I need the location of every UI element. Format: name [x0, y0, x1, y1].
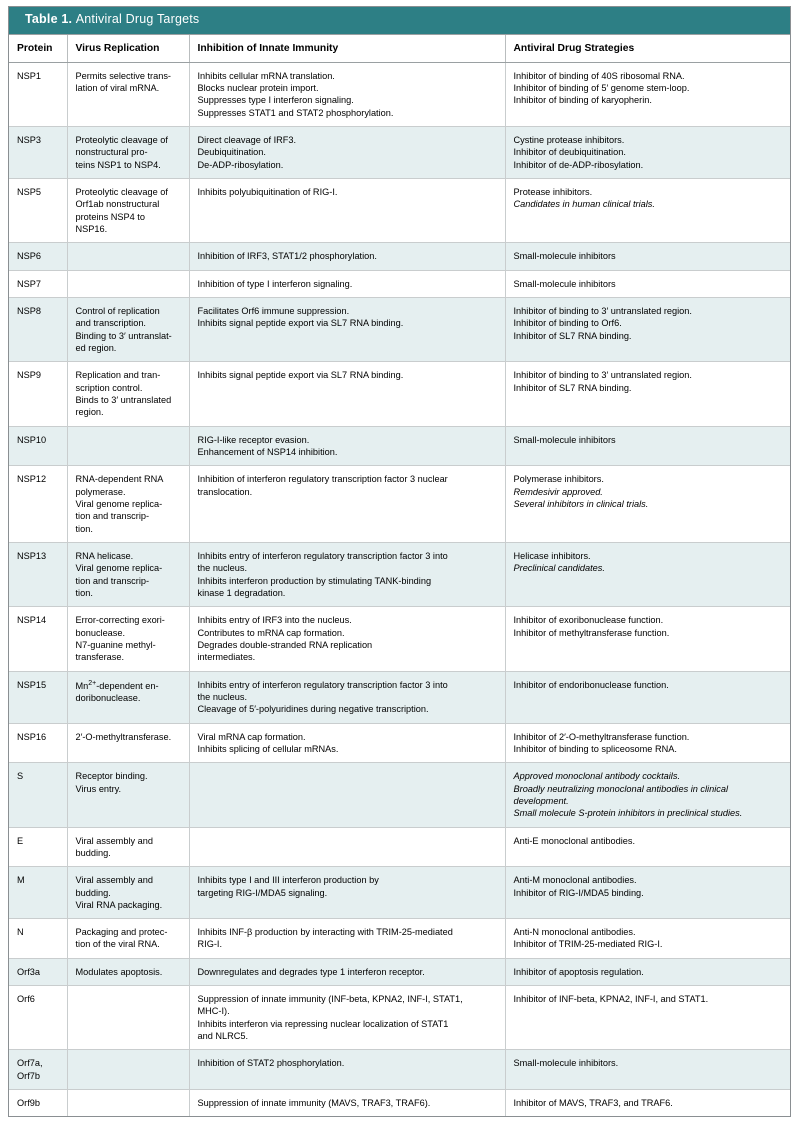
- cell-virus-replication: Proteolytic cleavage of Orf1ab nonstructural proteins NSP4 to NSP16.: [67, 179, 189, 243]
- cell-antiviral-drug-strategies: Approved monoclonal antibody cocktails. Broadly neutralizing monoclonal antibodies in clinical development. Small molecule S-protein inhibitors in preclinical studies.: [505, 763, 790, 827]
- table-row: [9, 827, 790, 867]
- cell-virus-replication: Receptor binding. Virus entry.: [67, 763, 189, 827]
- cell-antiviral-drug-strategies: Inhibitor of 2′-O-methyltransferase function. Inhibitor of binding to spliceosome RNA.: [505, 723, 790, 763]
- cell-virus-replication: Viral assembly and budding. Viral RNA packaging.: [67, 867, 189, 919]
- table-number: Table 1.: [25, 12, 73, 26]
- cell-inhibition-innate-immunity: [189, 763, 505, 827]
- table-row: [9, 867, 790, 919]
- cell-virus-replication: [67, 243, 189, 270]
- cell-protein: NSP5: [9, 179, 67, 243]
- cell-protein: NSP13: [9, 542, 67, 606]
- cell-inhibition-innate-immunity: Inhibits cellular mRNA translation. Blocks nuclear protein import. Suppresses type I interferon signaling. Suppresses STAT1 and STAT2 phosphorylation.: [189, 62, 505, 126]
- cell-virus-replication: Error-correcting exori- bonuclease. N7-guanine methyl- transferase.: [67, 607, 189, 671]
- cell-antiviral-drug-strategies: Inhibitor of INF-beta, KPNA2, INF-I, and STAT1.: [505, 986, 790, 1050]
- cell-virus-replication: RNA helicase. Viral genome replica- tion and transcrip- tion.: [67, 542, 189, 606]
- cell-antiviral-drug-strategies: Inhibitor of binding to 3′ untranslated region. Inhibitor of binding to Orf6. Inhibitor of SL7 RNA binding.: [505, 298, 790, 362]
- table-row: [9, 362, 790, 426]
- table-row: [9, 270, 790, 297]
- antiviral-drug-targets-table: [8, 6, 791, 1117]
- cell-virus-replication: [67, 986, 189, 1050]
- cell-inhibition-innate-immunity: RIG-I-like receptor evasion. Enhancement of NSP14 inhibition.: [189, 426, 505, 466]
- cell-antiviral-drug-strategies: Polymerase inhibitors. Remdesivir approved. Several inhibitors in clinical trials.: [505, 466, 790, 543]
- cell-antiviral-drug-strategies: Inhibitor of apoptosis regulation.: [505, 958, 790, 985]
- cell-inhibition-innate-immunity: Inhibits polyubiquitination of RIG-I.: [189, 179, 505, 243]
- cell-antiviral-drug-strategies: Small-molecule inhibitors: [505, 243, 790, 270]
- cell-virus-replication: [67, 270, 189, 297]
- cell-antiviral-drug-strategies: Anti-M monoclonal antibodies. Inhibitor of RIG-I/MDA5 binding.: [505, 867, 790, 919]
- cell-protein: NSP9: [9, 362, 67, 426]
- cell-inhibition-innate-immunity: Inhibition of interferon regulatory transcription factor 3 nuclear translocation.: [189, 466, 505, 543]
- table-row: [9, 62, 790, 126]
- table-row: [9, 986, 790, 1050]
- cell-protein: NSP1: [9, 62, 67, 126]
- table-head: [9, 34, 790, 62]
- cell-virus-replication: Permits selective trans- lation of viral mRNA.: [67, 62, 189, 126]
- cell-protein: Orf7a, Orf7b: [9, 1050, 67, 1090]
- cell-virus-replication: [67, 1050, 189, 1090]
- cell-inhibition-innate-immunity: Inhibits INF-β production by interacting with TRIM-25-mediated RIG-I.: [189, 919, 505, 959]
- cell-protein: NSP14: [9, 607, 67, 671]
- cell-virus-replication: $Mn^{2+}$-dependent en- doribonuclease.: [67, 671, 189, 723]
- cell-protein: NSP16: [9, 723, 67, 763]
- cell-antiviral-drug-strategies: Inhibitor of endoribonuclease function.: [505, 671, 790, 723]
- cell-protein: NSP10: [9, 426, 67, 466]
- cell-antiviral-drug-strategies: Small-molecule inhibitors.: [505, 1050, 790, 1090]
- cell-antiviral-drug-strategies: Inhibitor of MAVS, TRAF3, and TRAF6.: [505, 1090, 790, 1117]
- cell-antiviral-drug-strategies: Inhibitor of binding of 40S ribosomal RNA. Inhibitor of binding of 5′ genome stem-loop. Inhibitor of binding of karyopherin.: [505, 62, 790, 126]
- cell-antiviral-drug-strategies: Anti-N monoclonal antibodies. Inhibitor of TRIM-25-mediated RIG-I.: [505, 919, 790, 959]
- table-row: [9, 958, 790, 985]
- cell-inhibition-innate-immunity: Direct cleavage of IRF3. Deubiquitination. De-ADP-ribosylation.: [189, 127, 505, 179]
- cell-virus-replication: Packaging and protec- tion of the viral RNA.: [67, 919, 189, 959]
- cell-virus-replication: 2′-O-methyltransferase.: [67, 723, 189, 763]
- table-row: [9, 671, 790, 723]
- table-caption: Antiviral Drug Targets: [75, 12, 200, 26]
- table-body: [9, 62, 790, 1116]
- table-title-bar: [9, 7, 790, 34]
- table-row: [9, 763, 790, 827]
- cell-virus-replication: [67, 1090, 189, 1117]
- cell-antiviral-drug-strategies: Small-molecule inhibitors: [505, 426, 790, 466]
- cell-antiviral-drug-strategies: Anti-E monoclonal antibodies.: [505, 827, 790, 867]
- cell-inhibition-innate-immunity: Downregulates and degrades type 1 interferon receptor.: [189, 958, 505, 985]
- header-row: [9, 34, 790, 62]
- cell-virus-replication: [67, 426, 189, 466]
- data-table: [9, 34, 790, 1117]
- cell-antiviral-drug-strategies: Cystine protease inhibitors. Inhibitor of deubiquitination. Inhibitor of de-ADP-ribosylation.: [505, 127, 790, 179]
- cell-virus-replication: Proteolytic cleavage of nonstructural pro- teins NSP1 to NSP4.: [67, 127, 189, 179]
- table-row: [9, 127, 790, 179]
- cell-inhibition-innate-immunity: Facilitates Orf6 immune suppression. Inhibits signal peptide export via SL7 RNA binding.: [189, 298, 505, 362]
- cell-protein: M: [9, 867, 67, 919]
- column-header-inhibition-innate-immunity: Inhibition of Innate Immunity: [189, 34, 505, 62]
- cell-antiviral-drug-strategies: Helicase inhibitors. Preclinical candidates.: [505, 542, 790, 606]
- table-row: [9, 1090, 790, 1117]
- table-row: [9, 607, 790, 671]
- cell-inhibition-innate-immunity: [189, 827, 505, 867]
- table-row: [9, 243, 790, 270]
- cell-protein: NSP8: [9, 298, 67, 362]
- cell-protein: NSP12: [9, 466, 67, 543]
- cell-protein: Orf6: [9, 986, 67, 1050]
- cell-protein: Orf3a: [9, 958, 67, 985]
- cell-inhibition-innate-immunity: Inhibition of IRF3, STAT1/2 phosphorylation.: [189, 243, 505, 270]
- cell-protein: N: [9, 919, 67, 959]
- cell-antiviral-drug-strategies: Inhibitor of exoribonuclease function. Inhibitor of methyltransferase function.: [505, 607, 790, 671]
- cell-antiviral-drug-strategies: Protease inhibitors. Candidates in human clinical trials.: [505, 179, 790, 243]
- cell-protein: E: [9, 827, 67, 867]
- cell-inhibition-innate-immunity: Inhibits entry of IRF3 into the nucleus. Contributes to mRNA cap formation. Degrades double-stranded RNA replication intermediates.: [189, 607, 505, 671]
- table-row: [9, 542, 790, 606]
- cell-virus-replication: Viral assembly and budding.: [67, 827, 189, 867]
- cell-protein: S: [9, 763, 67, 827]
- cell-virus-replication: RNA-dependent RNA polymerase. Viral genome replica- tion and transcrip- tion.: [67, 466, 189, 543]
- cell-inhibition-innate-immunity: Viral mRNA cap formation. Inhibits splicing of cellular mRNAs.: [189, 723, 505, 763]
- table-row: [9, 723, 790, 763]
- cell-inhibition-innate-immunity: Inhibition of type I interferon signaling.: [189, 270, 505, 297]
- table-row: [9, 1050, 790, 1090]
- cell-inhibition-innate-immunity: Suppression of innate immunity (MAVS, TRAF3, TRAF6).: [189, 1090, 505, 1117]
- cell-inhibition-innate-immunity: Inhibits entry of interferon regulatory transcription factor 3 into the nucleus. Cleavage of 5′-polyuridines during negative transcription.: [189, 671, 505, 723]
- cell-inhibition-innate-immunity: Inhibits entry of interferon regulatory transcription factor 3 into the nucleus. Inhibits interferon production by stimulating TANK-binding kinase 1 degradation.: [189, 542, 505, 606]
- cell-virus-replication: Replication and tran- scription control. Binds to 3′ untranslated region.: [67, 362, 189, 426]
- cell-antiviral-drug-strategies: Inhibitor of binding to 3′ untranslated region. Inhibitor of SL7 RNA binding.: [505, 362, 790, 426]
- cell-inhibition-innate-immunity: Inhibition of STAT2 phosphorylation.: [189, 1050, 505, 1090]
- cell-virus-replication: Modulates apoptosis.: [67, 958, 189, 985]
- column-header-virus-replication: Virus Replication: [67, 34, 189, 62]
- cell-protein: NSP3: [9, 127, 67, 179]
- table-row: [9, 466, 790, 543]
- table-row: [9, 919, 790, 959]
- cell-protein: NSP15: [9, 671, 67, 723]
- table-row: [9, 298, 790, 362]
- table-row: [9, 426, 790, 466]
- cell-antiviral-drug-strategies: Small-molecule inhibitors: [505, 270, 790, 297]
- column-header-protein: Protein: [9, 34, 67, 62]
- cell-protein: Orf9b: [17, 1098, 40, 1109]
- cell-protein: NSP7: [9, 270, 67, 297]
- table-row: [9, 179, 790, 243]
- cell-inhibition-innate-immunity: Inhibits type I and III interferon production by targeting RIG-I/MDA5 signaling.: [189, 867, 505, 919]
- column-header-antiviral-drug-strategies: Antiviral Drug Strategies: [505, 34, 790, 62]
- cell-virus-replication: Control of replication and transcription. Binding to 3′ untranslat- ed region.: [67, 298, 189, 362]
- cell-protein: NSP6: [9, 243, 67, 270]
- cell-inhibition-innate-immunity: Suppression of innate immunity (INF-beta, KPNA2, INF-I, STAT1, MHC-I). Inhibits interferon via repressing nuclear localization of STAT1 and NLRC5.: [189, 986, 505, 1050]
- cell-inhibition-innate-immunity: Inhibits signal peptide export via SL7 RNA binding.: [189, 362, 505, 426]
